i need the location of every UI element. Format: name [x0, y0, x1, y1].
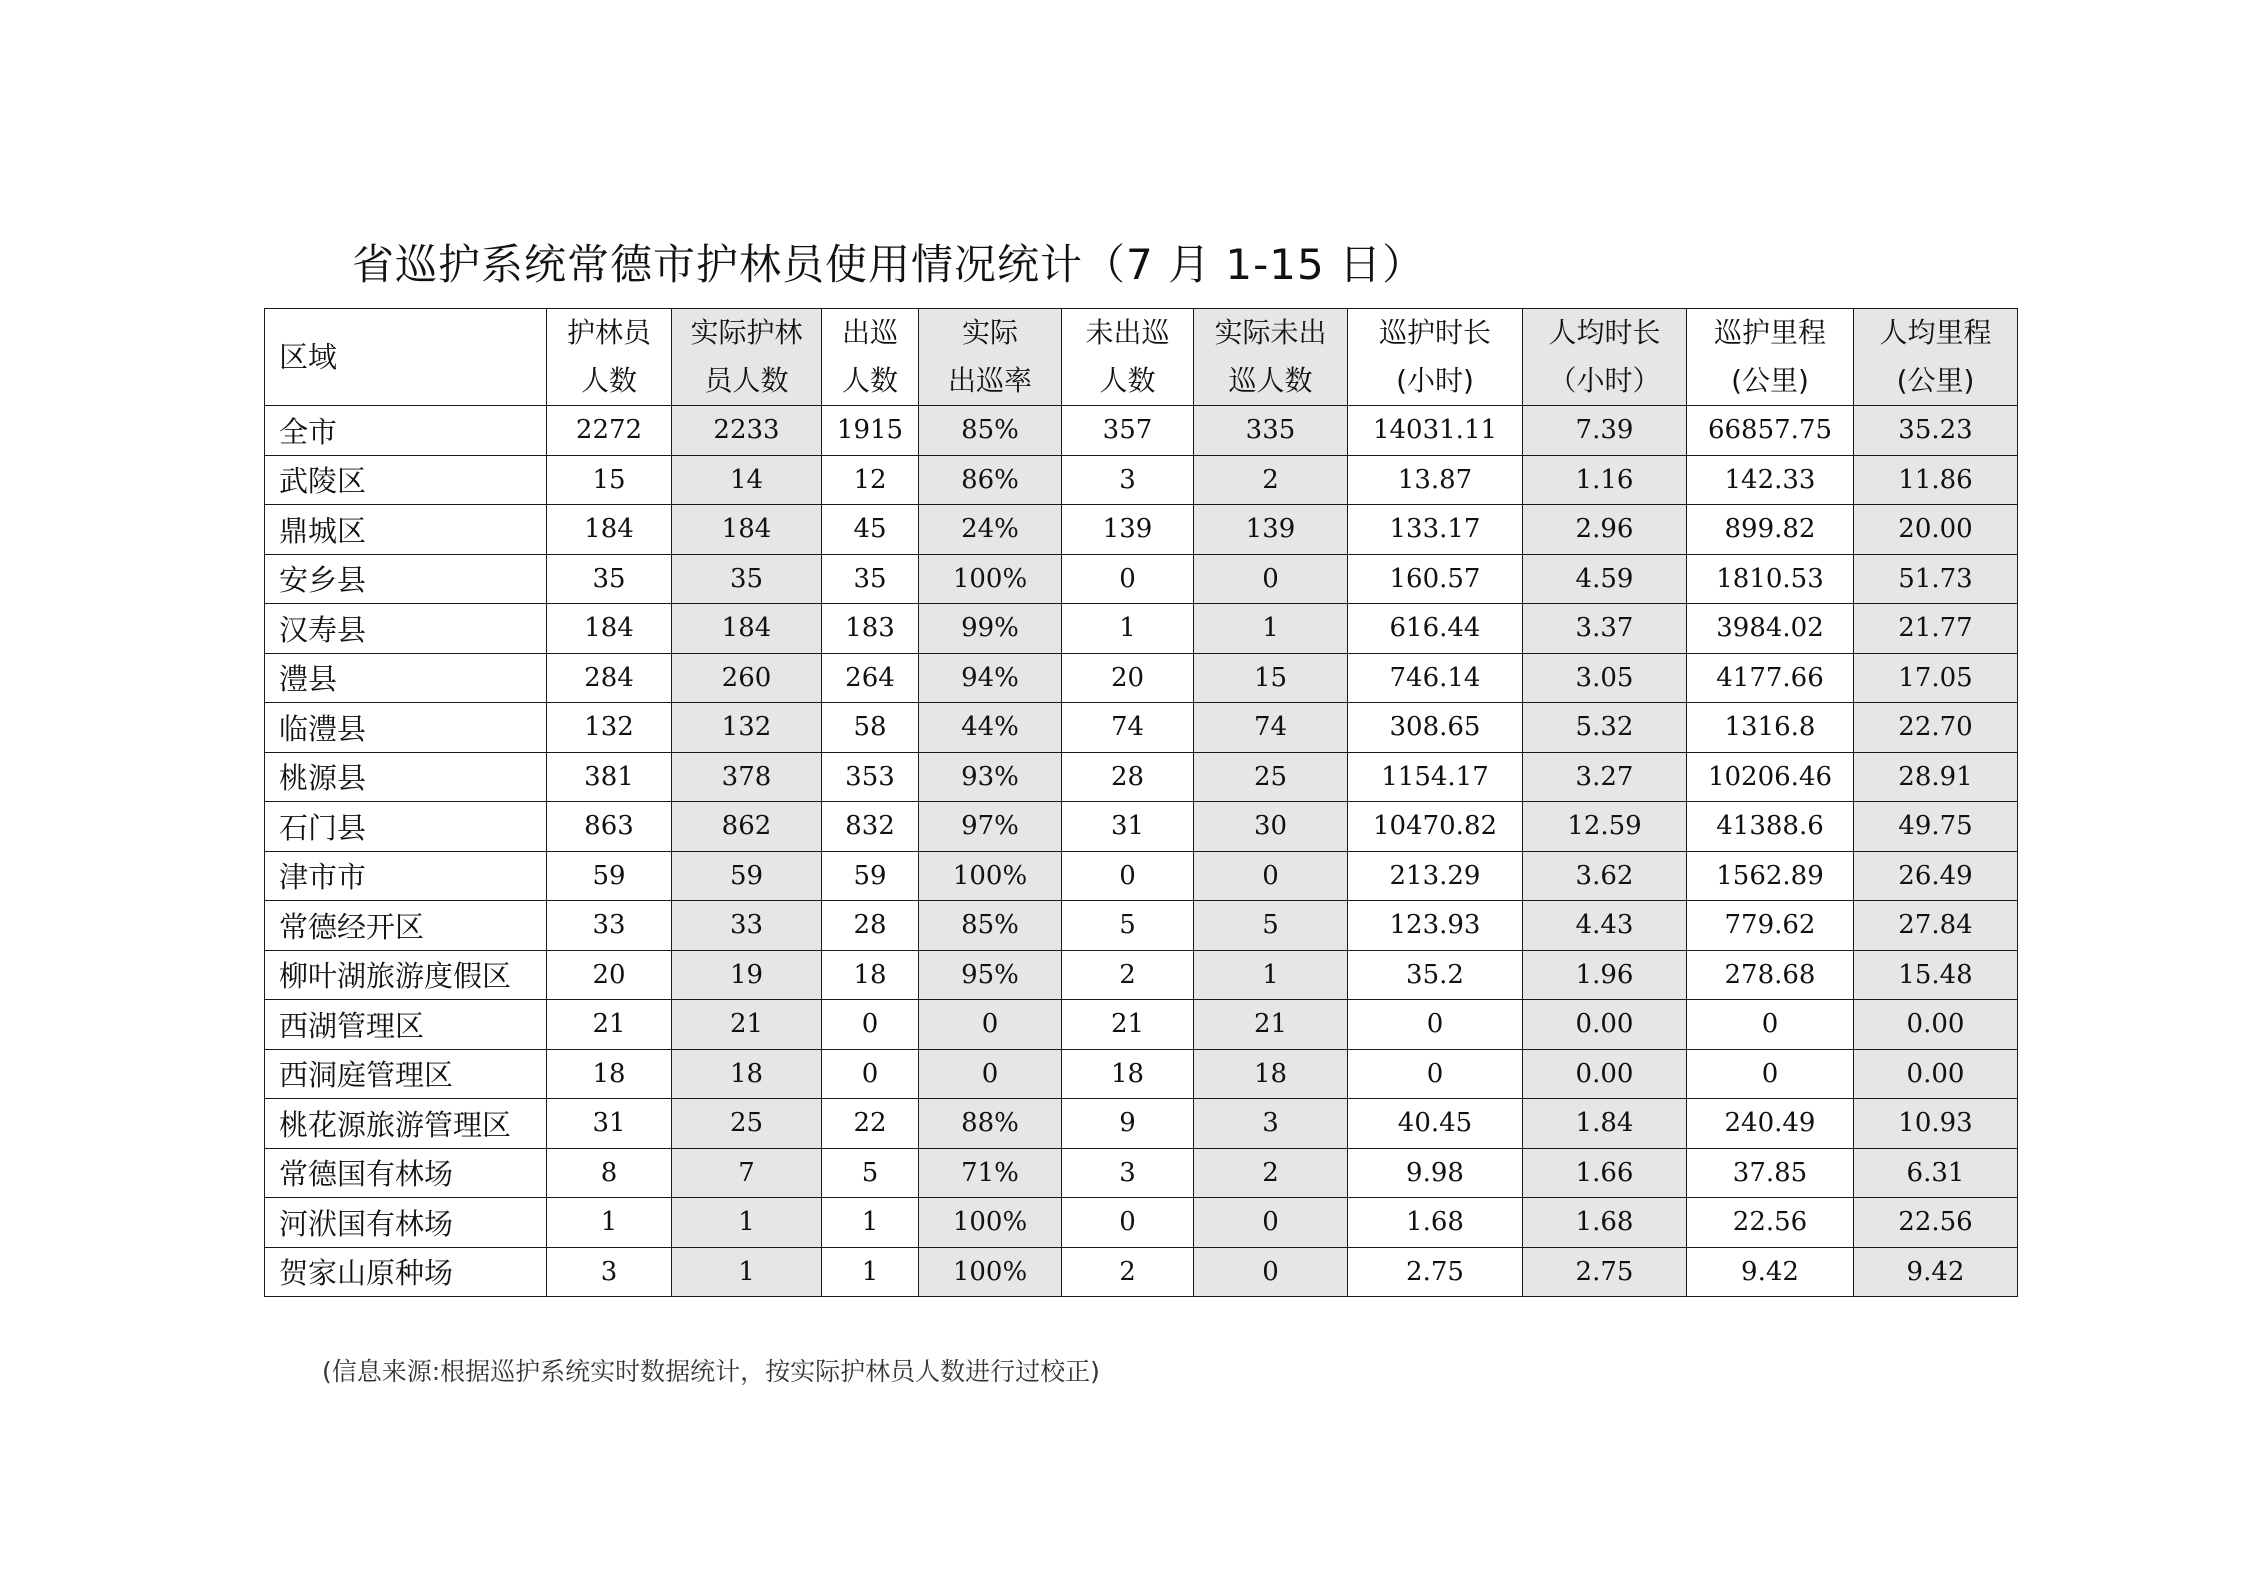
cell-avg-hours: 3.27	[1523, 752, 1687, 802]
table-header	[265, 309, 2018, 406]
cell-km: 3984.02	[1687, 604, 1854, 654]
cell-actual-not: 25	[1194, 752, 1348, 802]
table-body	[265, 406, 2018, 1297]
cell-actual: 862	[672, 802, 822, 852]
cell-km: 1316.8	[1687, 703, 1854, 753]
cell-actual-not: 0	[1194, 851, 1348, 901]
cell-not-patrol: 0	[1062, 554, 1194, 604]
cell-region: 贺家山原种场	[265, 1247, 547, 1297]
cell-actual: 260	[672, 653, 822, 703]
cell-km: 41388.6	[1687, 802, 1854, 852]
cell-avg-hours: 3.37	[1523, 604, 1687, 654]
cell-actual: 1	[672, 1247, 822, 1297]
cell-avg-km: 22.56	[1854, 1198, 2018, 1248]
cell-region: 全市	[265, 406, 547, 456]
table-row	[265, 1099, 2018, 1149]
cell-hours: 40.45	[1348, 1099, 1523, 1149]
cell-not-patrol: 74	[1062, 703, 1194, 753]
cell-actual: 14	[672, 455, 822, 505]
cell-avg-hours: 1.68	[1523, 1198, 1687, 1248]
table-row	[265, 950, 2018, 1000]
cell-actual-not: 30	[1194, 802, 1348, 852]
cell-actual: 33	[672, 901, 822, 951]
cell-km: 899.82	[1687, 505, 1854, 555]
header-avg-km: 人均里程 (公里)	[1854, 309, 2018, 406]
cell-patrol: 18	[822, 950, 919, 1000]
cell-actual-not: 18	[1194, 1049, 1348, 1099]
cell-hours: 123.93	[1348, 901, 1523, 951]
cell-total: 2272	[547, 406, 672, 456]
cell-patrol: 183	[822, 604, 919, 654]
cell-total: 184	[547, 505, 672, 555]
cell-avg-km: 10.93	[1854, 1099, 2018, 1149]
cell-km: 0	[1687, 1000, 1854, 1050]
cell-not-patrol: 139	[1062, 505, 1194, 555]
cell-patrol: 353	[822, 752, 919, 802]
cell-avg-hours: 3.05	[1523, 653, 1687, 703]
cell-avg-km: 17.05	[1854, 653, 2018, 703]
cell-avg-km: 20.00	[1854, 505, 2018, 555]
cell-patrol: 1	[822, 1247, 919, 1297]
cell-avg-km: 11.86	[1854, 455, 2018, 505]
cell-not-patrol: 2	[1062, 1247, 1194, 1297]
cell-hours: 133.17	[1348, 505, 1523, 555]
table-row	[265, 1148, 2018, 1198]
cell-actual: 35	[672, 554, 822, 604]
cell-actual: 1	[672, 1198, 822, 1248]
cell-actual: 184	[672, 505, 822, 555]
cell-region: 安乡县	[265, 554, 547, 604]
cell-km: 37.85	[1687, 1148, 1854, 1198]
cell-not-patrol: 0	[1062, 851, 1194, 901]
cell-actual: 21	[672, 1000, 822, 1050]
cell-total: 381	[547, 752, 672, 802]
cell-actual: 19	[672, 950, 822, 1000]
cell-rate: 71%	[919, 1148, 1062, 1198]
cell-actual-not: 3	[1194, 1099, 1348, 1149]
cell-hours: 616.44	[1348, 604, 1523, 654]
cell-hours: 14031.11	[1348, 406, 1523, 456]
cell-avg-km: 26.49	[1854, 851, 2018, 901]
cell-actual-not: 1	[1194, 950, 1348, 1000]
cell-km: 1810.53	[1687, 554, 1854, 604]
cell-avg-km: 27.84	[1854, 901, 2018, 951]
cell-hours: 1.68	[1348, 1198, 1523, 1248]
cell-avg-hours: 1.16	[1523, 455, 1687, 505]
cell-not-patrol: 3	[1062, 1148, 1194, 1198]
cell-hours: 0	[1348, 1049, 1523, 1099]
cell-hours: 10470.82	[1348, 802, 1523, 852]
cell-patrol: 12	[822, 455, 919, 505]
cell-not-patrol: 21	[1062, 1000, 1194, 1050]
cell-avg-hours: 2.96	[1523, 505, 1687, 555]
header-actual-rangers: 实际护林 员人数	[672, 309, 822, 406]
cell-avg-hours: 5.32	[1523, 703, 1687, 753]
cell-patrol: 5	[822, 1148, 919, 1198]
cell-total: 31	[547, 1099, 672, 1149]
cell-actual: 2233	[672, 406, 822, 456]
cell-total: 33	[547, 901, 672, 951]
cell-total: 15	[547, 455, 672, 505]
cell-avg-km: 15.48	[1854, 950, 2018, 1000]
cell-not-patrol: 28	[1062, 752, 1194, 802]
cell-rate: 85%	[919, 901, 1062, 951]
cell-km: 4177.66	[1687, 653, 1854, 703]
cell-km: 779.62	[1687, 901, 1854, 951]
cell-rate: 0	[919, 1049, 1062, 1099]
cell-total: 3	[547, 1247, 672, 1297]
cell-avg-km: 6.31	[1854, 1148, 2018, 1198]
cell-rate: 93%	[919, 752, 1062, 802]
cell-rate: 0	[919, 1000, 1062, 1050]
cell-total: 8	[547, 1148, 672, 1198]
cell-avg-km: 0.00	[1854, 1049, 2018, 1099]
cell-region: 桃花源旅游管理区	[265, 1099, 547, 1149]
header-patrol-km: 巡护里程 (公里)	[1687, 309, 1854, 406]
cell-avg-hours: 0.00	[1523, 1049, 1687, 1099]
cell-km: 0	[1687, 1049, 1854, 1099]
cell-not-patrol: 2	[1062, 950, 1194, 1000]
cell-patrol: 0	[822, 1000, 919, 1050]
cell-not-patrol: 357	[1062, 406, 1194, 456]
cell-rate: 100%	[919, 1247, 1062, 1297]
cell-hours: 213.29	[1348, 851, 1523, 901]
cell-patrol: 22	[822, 1099, 919, 1149]
cell-rate: 97%	[919, 802, 1062, 852]
cell-not-patrol: 5	[1062, 901, 1194, 951]
cell-rate: 85%	[919, 406, 1062, 456]
cell-avg-km: 9.42	[1854, 1247, 2018, 1297]
cell-total: 132	[547, 703, 672, 753]
cell-actual-not: 21	[1194, 1000, 1348, 1050]
cell-actual-not: 2	[1194, 455, 1348, 505]
cell-not-patrol: 3	[1062, 455, 1194, 505]
cell-hours: 746.14	[1348, 653, 1523, 703]
cell-total: 20	[547, 950, 672, 1000]
cell-patrol: 59	[822, 851, 919, 901]
cell-total: 18	[547, 1049, 672, 1099]
table-row	[265, 802, 2018, 852]
cell-actual-not: 0	[1194, 554, 1348, 604]
cell-actual-not: 5	[1194, 901, 1348, 951]
header-row	[265, 309, 2018, 406]
cell-rate: 86%	[919, 455, 1062, 505]
cell-rate: 99%	[919, 604, 1062, 654]
cell-hours: 13.87	[1348, 455, 1523, 505]
cell-km: 278.68	[1687, 950, 1854, 1000]
table-row	[265, 851, 2018, 901]
cell-avg-km: 28.91	[1854, 752, 2018, 802]
cell-rate: 100%	[919, 1198, 1062, 1248]
cell-actual: 25	[672, 1099, 822, 1149]
cell-region: 西湖管理区	[265, 1000, 547, 1050]
cell-patrol: 1915	[822, 406, 919, 456]
table-row	[265, 1049, 2018, 1099]
header-patrol-hours: 巡护时长 (小时)	[1348, 309, 1523, 406]
cell-actual: 378	[672, 752, 822, 802]
cell-actual: 18	[672, 1049, 822, 1099]
table-row	[265, 455, 2018, 505]
cell-km: 1562.89	[1687, 851, 1854, 901]
cell-actual: 132	[672, 703, 822, 753]
header-avg-hours: 人均时长 （小时）	[1523, 309, 1687, 406]
cell-km: 240.49	[1687, 1099, 1854, 1149]
table-row	[265, 505, 2018, 555]
cell-not-patrol: 0	[1062, 1198, 1194, 1248]
cell-region: 汉寿县	[265, 604, 547, 654]
cell-region: 临澧县	[265, 703, 547, 753]
cell-km: 66857.75	[1687, 406, 1854, 456]
cell-total: 863	[547, 802, 672, 852]
cell-hours: 9.98	[1348, 1148, 1523, 1198]
cell-total: 21	[547, 1000, 672, 1050]
cell-actual: 184	[672, 604, 822, 654]
cell-rate: 95%	[919, 950, 1062, 1000]
cell-actual-not: 1	[1194, 604, 1348, 654]
cell-patrol: 45	[822, 505, 919, 555]
cell-avg-km: 0.00	[1854, 1000, 2018, 1050]
cell-avg-hours: 4.43	[1523, 901, 1687, 951]
cell-region: 柳叶湖旅游度假区	[265, 950, 547, 1000]
cell-avg-km: 35.23	[1854, 406, 2018, 456]
cell-region: 桃源县	[265, 752, 547, 802]
cell-actual-not: 2	[1194, 1148, 1348, 1198]
cell-hours: 2.75	[1348, 1247, 1523, 1297]
table-row	[265, 604, 2018, 654]
cell-km: 9.42	[1687, 1247, 1854, 1297]
cell-region: 津市市	[265, 851, 547, 901]
cell-total: 284	[547, 653, 672, 703]
cell-region: 石门县	[265, 802, 547, 852]
cell-hours: 1154.17	[1348, 752, 1523, 802]
header-region: 区域	[265, 309, 547, 406]
cell-total: 35	[547, 554, 672, 604]
cell-avg-km: 49.75	[1854, 802, 2018, 852]
cell-actual-not: 15	[1194, 653, 1348, 703]
table-row	[265, 752, 2018, 802]
cell-not-patrol: 1	[1062, 604, 1194, 654]
cell-avg-hours: 2.75	[1523, 1247, 1687, 1297]
table-row	[265, 901, 2018, 951]
cell-actual-not: 139	[1194, 505, 1348, 555]
cell-avg-hours: 3.62	[1523, 851, 1687, 901]
cell-hours: 160.57	[1348, 554, 1523, 604]
table-row	[265, 1000, 2018, 1050]
cell-region: 常德国有林场	[265, 1148, 547, 1198]
cell-rate: 24%	[919, 505, 1062, 555]
cell-rate: 94%	[919, 653, 1062, 703]
cell-region: 澧县	[265, 653, 547, 703]
cell-rate: 100%	[919, 554, 1062, 604]
cell-avg-hours: 7.39	[1523, 406, 1687, 456]
cell-avg-hours: 1.96	[1523, 950, 1687, 1000]
cell-region: 河洑国有林场	[265, 1198, 547, 1248]
cell-not-patrol: 20	[1062, 653, 1194, 703]
cell-actual-not: 0	[1194, 1198, 1348, 1248]
cell-km: 142.33	[1687, 455, 1854, 505]
cell-km: 10206.46	[1687, 752, 1854, 802]
cell-patrol: 832	[822, 802, 919, 852]
cell-avg-km: 51.73	[1854, 554, 2018, 604]
cell-avg-km: 22.70	[1854, 703, 2018, 753]
cell-hours: 308.65	[1348, 703, 1523, 753]
cell-rate: 100%	[919, 851, 1062, 901]
cell-patrol: 58	[822, 703, 919, 753]
table-row	[265, 406, 2018, 456]
cell-region: 鼎城区	[265, 505, 547, 555]
cell-actual-not: 74	[1194, 703, 1348, 753]
cell-avg-km: 21.77	[1854, 604, 2018, 654]
cell-not-patrol: 31	[1062, 802, 1194, 852]
cell-patrol: 35	[822, 554, 919, 604]
cell-patrol: 264	[822, 653, 919, 703]
cell-rate: 88%	[919, 1099, 1062, 1149]
cell-actual-not: 335	[1194, 406, 1348, 456]
cell-avg-hours: 1.66	[1523, 1148, 1687, 1198]
cell-not-patrol: 18	[1062, 1049, 1194, 1099]
cell-avg-hours: 0.00	[1523, 1000, 1687, 1050]
header-actual-not-patrolled: 实际未出 巡人数	[1194, 309, 1348, 406]
table-row	[265, 1247, 2018, 1297]
cell-actual-not: 0	[1194, 1247, 1348, 1297]
cell-avg-hours: 12.59	[1523, 802, 1687, 852]
header-patrol-rate: 实际 出巡率	[919, 309, 1062, 406]
header-not-patrolled: 未出巡 人数	[1062, 309, 1194, 406]
cell-patrol: 1	[822, 1198, 919, 1248]
cell-total: 184	[547, 604, 672, 654]
cell-km: 22.56	[1687, 1198, 1854, 1248]
header-total-rangers: 护林员 人数	[547, 309, 672, 406]
page-title: 省巡护系统常德市护林员使用情况统计（7 月 1-15 日）	[352, 240, 1426, 289]
cell-patrol: 28	[822, 901, 919, 951]
statistics-table	[264, 308, 2018, 1297]
cell-avg-hours: 1.84	[1523, 1099, 1687, 1149]
source-note: (信息来源:根据巡护系统实时数据统计，按实际护林员人数进行过校正)	[322, 1357, 1100, 1386]
cell-total: 59	[547, 851, 672, 901]
cell-total: 1	[547, 1198, 672, 1248]
cell-region: 西洞庭管理区	[265, 1049, 547, 1099]
cell-rate: 44%	[919, 703, 1062, 753]
cell-region: 武陵区	[265, 455, 547, 505]
cell-region: 常德经开区	[265, 901, 547, 951]
header-patrol-count: 出巡 人数	[822, 309, 919, 406]
cell-not-patrol: 9	[1062, 1099, 1194, 1149]
cell-patrol: 0	[822, 1049, 919, 1099]
table-row	[265, 653, 2018, 703]
cell-hours: 35.2	[1348, 950, 1523, 1000]
cell-avg-hours: 4.59	[1523, 554, 1687, 604]
table-row	[265, 554, 2018, 604]
table-row	[265, 703, 2018, 753]
cell-actual: 7	[672, 1148, 822, 1198]
table-row	[265, 1198, 2018, 1248]
cell-actual: 59	[672, 851, 822, 901]
cell-hours: 0	[1348, 1000, 1523, 1050]
